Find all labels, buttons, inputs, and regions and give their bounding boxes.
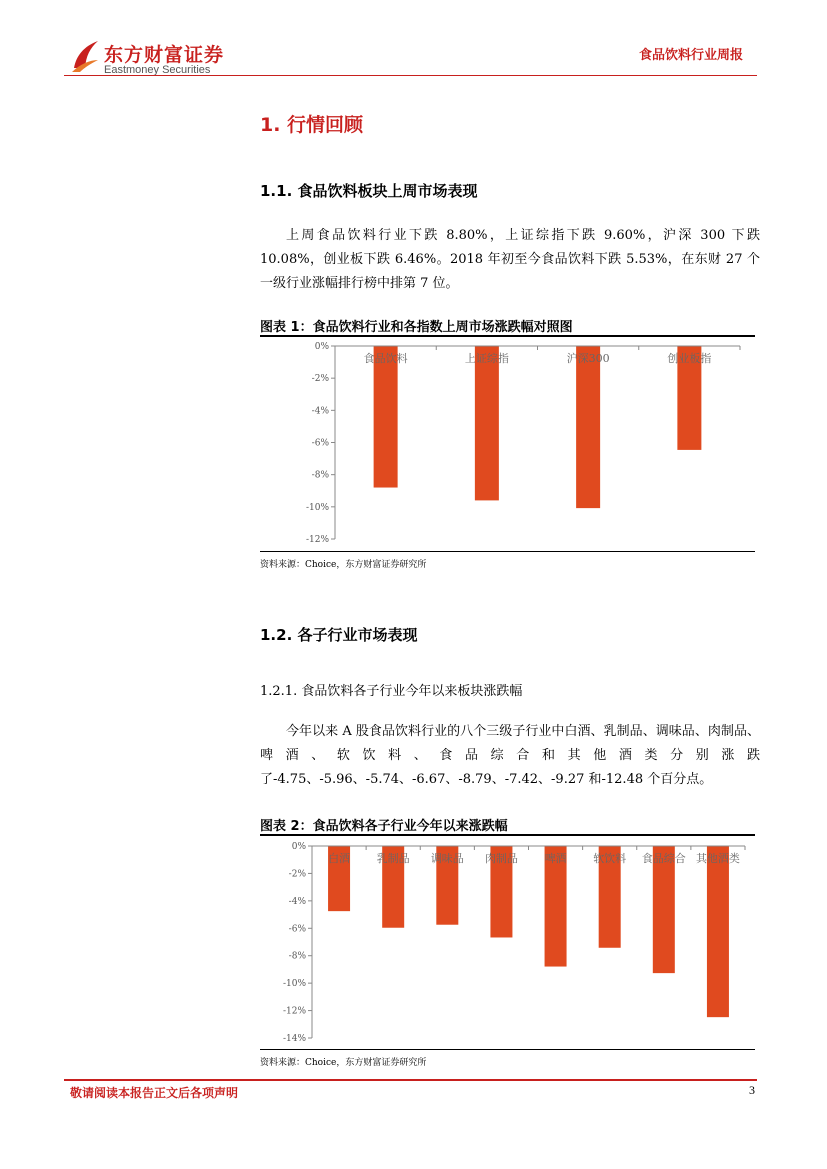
y-tick-label: -2% [311,374,329,385]
category-label: 沪深300 [566,352,610,365]
figure-2-bottom-rule [260,1049,755,1050]
report-type-label: 食品饮料行业周报 [638,48,743,63]
y-tick-label: -6% [311,438,329,449]
company-logo [70,38,240,78]
section-1-heading: 1. 行情回顾 [260,114,364,136]
y-tick-label: 0% [291,842,306,852]
category-label: 调味品 [430,852,464,865]
y-tick-label: -8% [288,951,306,962]
category-label: 食品饮料 [363,352,408,365]
figure-1-top-rule [260,335,755,337]
category-label: 上证综指 [464,352,509,365]
logo-chinese-name: 东方财富证券 [104,44,225,66]
y-tick-label: -2% [288,869,306,880]
y-tick-label: -10% [305,502,329,513]
section-1-1-paragraph: 上周食品饮料行业下跌 8.80%，上证综指下跌 9.60%，沪深 300 下跌 10.08%，创业板下跌 6.46%。2018 年初至今食品饮料下跌 5.53%，在东财 27 个一级行业涨幅排行榜中排第 7 位。 [260,228,760,291]
category-label: 软饮料 [593,852,627,865]
section-1-2-1-paragraph: 今年以来 A 股食品饮料行业的八个三级子行业中白酒、乳制品、调味品、肉制品、啤酒、软饮料、食品综合和其他酒类分别涨跌了-4.75、-5.96、-5.74、-6.67、-8.79、-7.42、-9.27 和-12.48 个百分点。 [260,724,760,787]
figure-1-title: 图表 1：食品饮料行业和各指数上周市场涨跌幅对照图 [260,320,573,335]
footer-divider [64,1079,757,1081]
figure-1-bottom-rule [260,551,755,552]
y-tick-label: -10% [282,979,306,990]
y-tick-label: -6% [288,924,306,935]
figure-1-source: 资料来源：Choice，东方财富证券研究所 [260,560,427,570]
header-divider [64,75,757,76]
category-label: 白酒 [328,852,351,865]
page-number: 3 [749,1083,755,1097]
figure-2-top-rule [260,834,755,836]
bar [707,846,729,1017]
category-label: 肉制品 [484,852,518,865]
y-tick-label: -12% [282,1006,306,1017]
figure-2-bar-chart [260,837,755,1047]
category-label: 啤酒 [544,852,567,865]
section-1-2-1-heading: 1.2.1. 食品饮料各子行业今年以来板块涨跌幅 [260,684,523,699]
y-tick-label: -12% [305,535,329,545]
category-label: 创业板指 [667,352,712,365]
figure-1-bar-chart [260,338,755,550]
footer-disclaimer: 敬请阅读本报告正文后各项声明 [70,1086,239,1100]
logo-english-name: Eastmoney Securities [104,64,211,76]
category-label: 其他酒类 [695,852,740,865]
bar [374,346,398,488]
logo-mark-icon [70,38,100,74]
figure-2-title: 图表 2：食品饮料各子行业今年以来涨跌幅 [260,819,508,834]
section-1-1-heading: 1.1. 食品饮料板块上周市场表现 [260,182,478,200]
category-label: 食品综合 [641,852,686,865]
y-tick-label: -4% [288,896,306,907]
y-tick-label: -8% [311,470,329,481]
y-tick-label: -14% [282,1034,306,1044]
y-tick-label: 0% [314,342,329,352]
bar [653,846,675,973]
y-tick-label: -4% [311,406,329,417]
figure-2-source: 资料来源：Choice，东方财富证券研究所 [260,1058,427,1068]
bar [475,346,499,500]
category-label: 乳制品 [376,852,410,865]
section-1-2-heading: 1.2. 各子行业市场表现 [260,626,418,644]
bar [576,346,600,508]
